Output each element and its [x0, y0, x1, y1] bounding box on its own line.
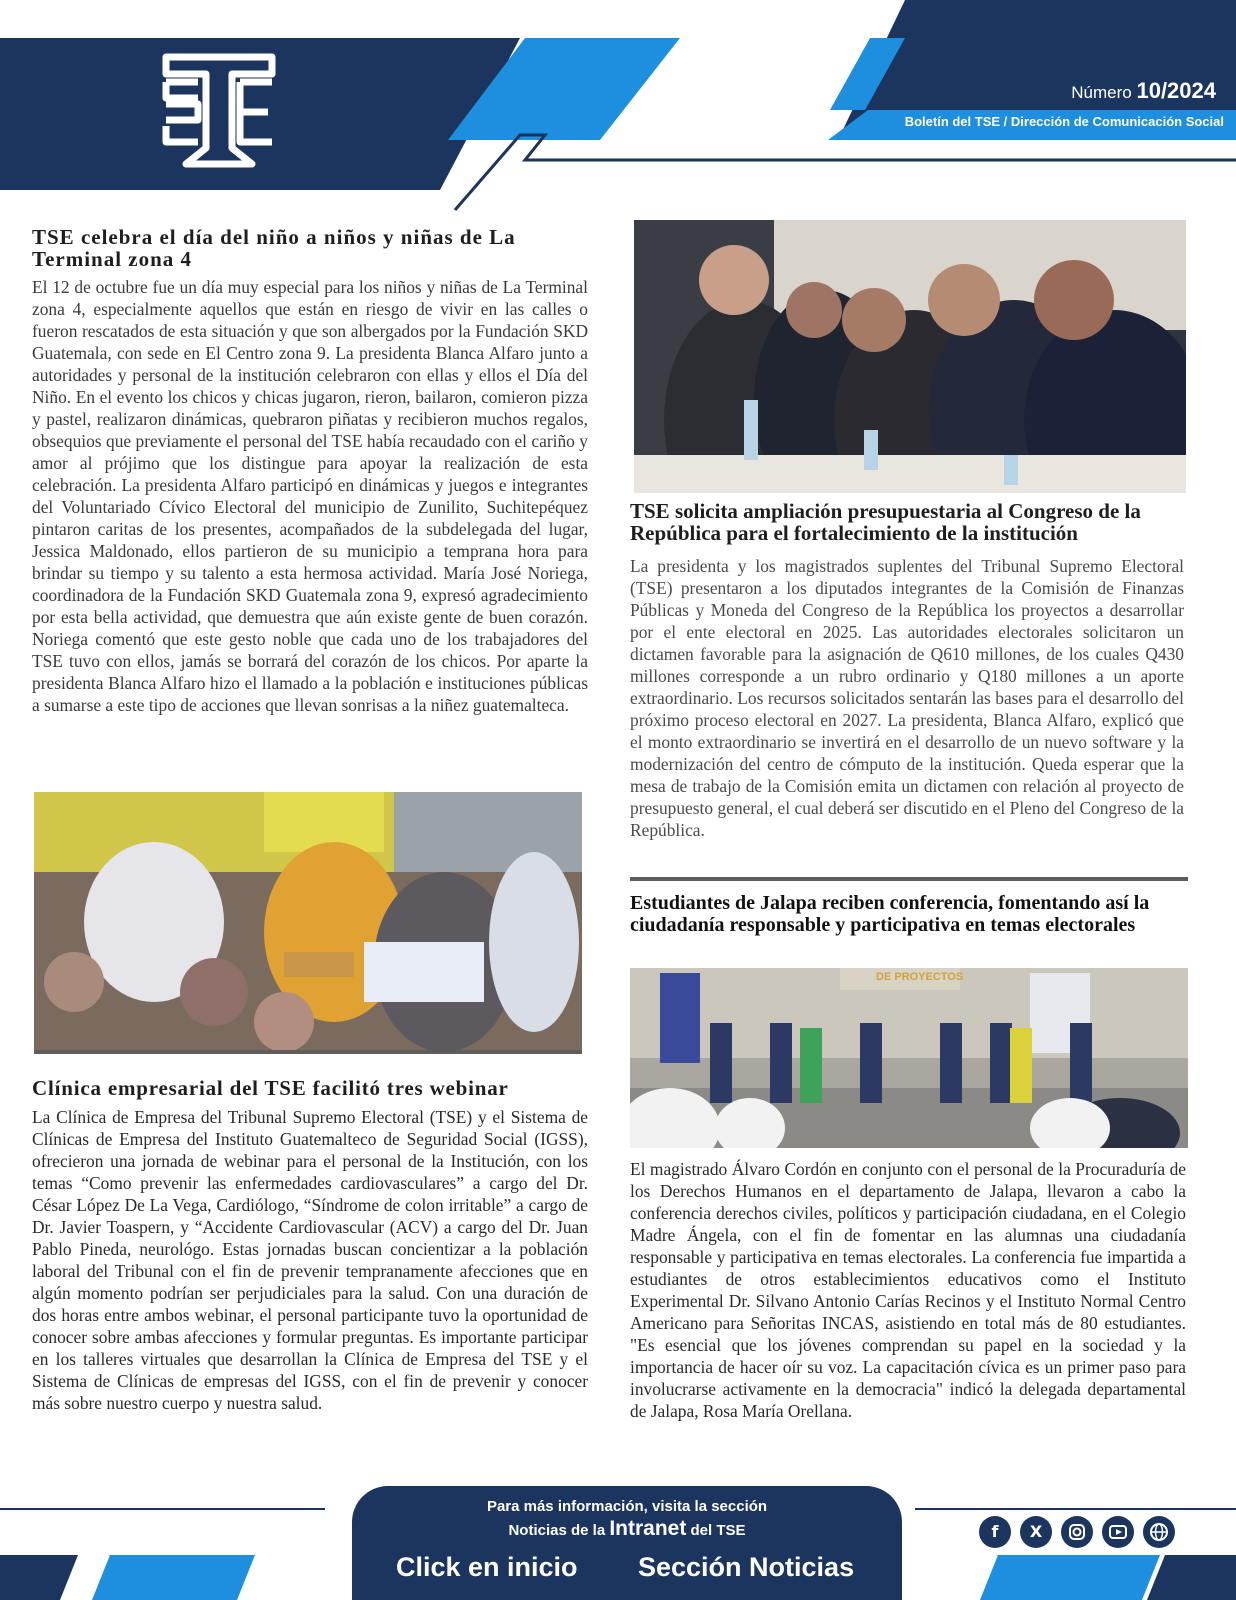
footer-line-right [915, 1508, 1236, 1510]
footer-stripes-right [980, 1555, 1236, 1600]
article-title-clinica: Clínica empresarial del TSE facilitó tres webinar [32, 1076, 509, 1100]
divider-right [630, 877, 1188, 881]
youtube-icon[interactable] [1102, 1516, 1134, 1548]
click-en-inicio-link[interactable]: Click en inicio [396, 1552, 578, 1582]
banner-text: DE PROYECTOS [876, 971, 964, 983]
footer-line2-pre: Noticias de la [508, 1522, 606, 1539]
article-body-clinica: La Clínica de Empresa del Tribunal Supremo Electoral (TSE) y el Sistema de Clínicas de Empresa del Instituto Guatemalteco de Seguridad Social (IGSS), ofrecieron una jornada de webinar para el personal de la Institución, con los temas “Como prevenir las enfermedades cardiovasculares” a cargo del Dr. César López De La Vega, Cardiólogo, “Síndrome de colon irritable” a cargo de Dr. Javier Toaspern, y “Accidente Cardiovascular (ACV) a cargo del Dr. Juan Pablo Pineda, neurológo. Estas jornadas buscan concientizar a la población laboral del Tribunal con el fin de prevenir tempranamente afecciones que en algún momento podrían ser perjudiciales para la salud. Con una duración de dos horas entre ambos webinar, el personal participante tuvo la oportunidad de conocer sobre ambas afecciones y formular preguntas. Es importante participar en los talleres virtuales que desarrollan la Clínica de Empresa del TSE y el Sistema de Clínicas de empresas del IGSS, con el fin de prevenir y conocer más sobre nuestro cuerpo y nuestra salud. [32, 1107, 588, 1413]
issue-label: Número [1071, 83, 1132, 102]
photo-children-gifts [34, 792, 582, 1050]
article-title-jalapa: Estudiantes de Jalapa reciben conferencia, fomentando así la ciudadanía responsable y participativa en temas electorales [630, 892, 1150, 936]
article-title-dia-del-nino: TSE celebra el día del niño a niños y niñas de La Terminal zona 4 [32, 225, 516, 271]
article-body-presupuesto: La presidenta y los magistrados suplentes del Tribunal Supremo Electoral (TSE) presentaron a los diputados integrantes de la Comisión de Finanzas Públicas y Moneda del Congreso de la República los proyectos a desarrollar por el ente electoral en 2025. Las autoridades electorales solicitaron un dictamen favorable para la asignación de Q610 millones, de los cuales Q430 millones corresponde a un rubro ordinario y Q180 millones a un aporte extraordinario. Los recursos solicitados sentarán las bases para el desarrollo del próximo proceso electoral en 2027. La presidenta, Blanca Alfaro, explicó que el monto extraordinario se invertirá en el desarrollo de un nuevo software y la modernización del centro de cómputo de la institución. Queda esperar que la mesa de trabajo de la Comisión emita un dictamen con relación al proyecto de presupuesto general, el cual deberá ser discutido en el Pleno del Congreso de la República. [630, 556, 1184, 840]
web-icon[interactable] [1143, 1516, 1175, 1548]
tse-logo [160, 52, 278, 170]
footer-intranet-box [352, 1486, 902, 1600]
instagram-icon[interactable] [1061, 1516, 1093, 1548]
article-body-jalapa: El magistrado Álvaro Cordón en conjunto con el personal de la Procuraduría de los Derechos Humanos en el departamento de Jalapa, llevaron a cabo la conferencia derechos civiles, políticos y participación ciudadana, en el Colegio Madre Ángela, con el fin de fomentar en las alumnas una ciudadanía responsable y participativa en temas electorales. La conferencia fue impartida a estudiantes de otros establecimientos educativos como el Instituto Experimental Dr. Silvano Antonio Carías Recinos y el Instituto Normal Centro Americano para Señoritas INCAS, asistiendo en total más de 80 estudiantes. "Es esencial que los jóvenes comprendan su papel en la sociedad y la importancia de hacer oír su voz. La capacitación cívica es un primer paso para involucrarse activamente en la democracia" indicó la delegada departamental de Jalapa, Rosa María Orellana. [630, 1159, 1186, 1421]
footer-line2-post: del TSE [690, 1522, 746, 1539]
footer-stripes-left [0, 1555, 300, 1600]
x-icon[interactable]: X [1020, 1516, 1052, 1548]
facebook-icon[interactable]: f [979, 1516, 1011, 1548]
footer-info-line: Para más información, visita la sección [486, 1498, 768, 1515]
bulletin-subtitle: Boletín del TSE / Dirección de Comunicación Social [904, 114, 1224, 129]
footer-intranet-line [352, 1517, 902, 1541]
footer-intranet-word: Intranet [609, 1517, 687, 1540]
article-title-presupuesto: TSE solicita ampliación presupuestaria al Congreso de la República para el fortalecimiento de la institución [630, 499, 1141, 545]
issue-number [1071, 78, 1216, 104]
article-body-dia-del-nino: El 12 de octubre fue un día muy especial para los niños y niñas de La Terminal zona 4, especialmente aquellos que están en riesgo de vivir en las calles o fueron rescatados de esta situación y que son albergados por la Fundación SKD Guatemala, con sede en El Centro zona 9. La presidenta Blanca Alfaro junto a autoridades y personal de la institución celebraron con ellas y ellos el Día del Niño. En el evento los chicos y chicas jugaron, rieron, bailaron, comieron pizza y pastel, realizaron dinámicas, quebraron piñatas y recibieron muchos regalos, obsequios que previamente el personal del TSE había recaudado con el cariño y amor al prójimo que los distingue para apoyar la realización de esta celebración. La presidenta Alfaro participó en dinámicas y juegos e integrantes del Voluntariado Cívico Electoral del municipio de Zunilito, Suchitepéquez pintaron caritas de los presentes, acompañados de la subdelegada del lugar, Jessica Maldonado, ellos partieron de su municipio a temprana hora para brindar su tiempo y su talento a esta hermosa actividad. María José Noriega, coordinadora de la Fundación SKD Guatemala zona 9, expresó agradecimiento por esta bella actividad, que demuestra que aún existe gente de buen corazón. Noriega comentó que este gesto noble que cada uno de los trabajadores del TSE tuvo con ellos, jamás se borrará del corazón de los chicos. Por aparte la presidenta Blanca Alfaro hizo el llamado a la población e instituciones públicas a sumarse a este tipo de acciones que llevan sonrisas a la niñez guatemalteca. [32, 277, 588, 715]
issue-value: 10/2024 [1136, 78, 1216, 103]
seccion-noticias-link[interactable]: Sección Noticias [638, 1552, 855, 1582]
divider-left [34, 1050, 582, 1054]
footer-line-left [0, 1508, 325, 1510]
photo-congress-meeting [634, 220, 1186, 493]
photo-jalapa-conference [630, 968, 1188, 1148]
